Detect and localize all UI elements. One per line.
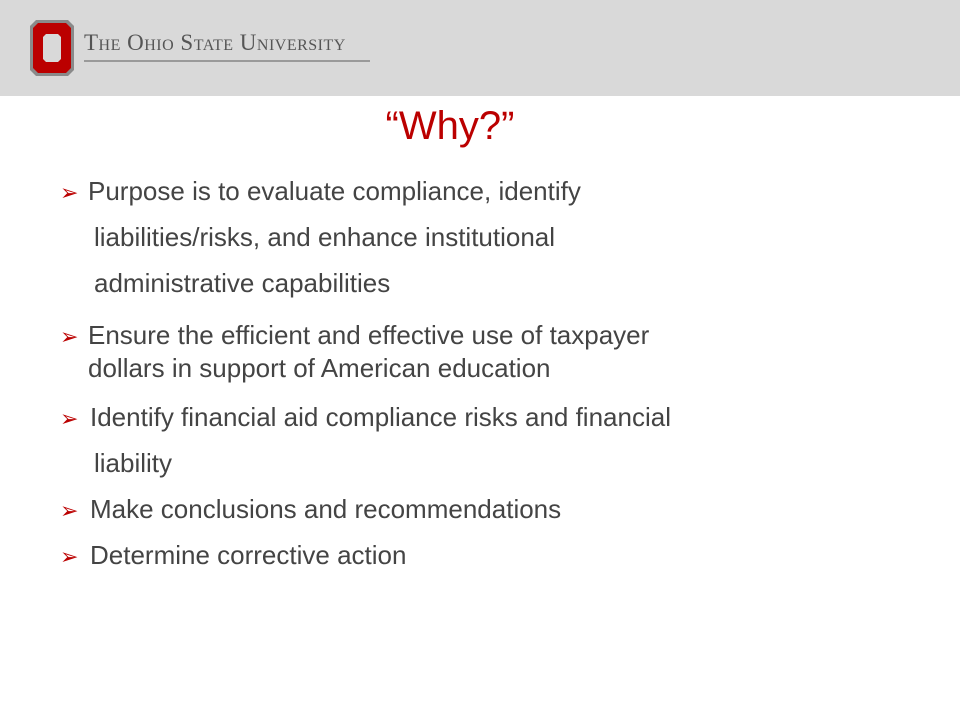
wordmark-underline bbox=[84, 60, 370, 62]
arrow-bullet-icon: ➢ bbox=[60, 324, 79, 349]
bullet-2-line-1: Ensure the efficient and effective use of taxpayer bbox=[88, 320, 650, 350]
bullet-3-line-1: Identify financial aid compliance risks and financial bbox=[90, 402, 671, 432]
arrow-bullet-icon: ➢ bbox=[60, 180, 79, 205]
bullet-1-line-1: Purpose is to evaluate compliance, identify bbox=[88, 176, 581, 206]
bullet-2-line-2: dollars in support of American education bbox=[88, 353, 551, 383]
slide-title: “Why?” bbox=[385, 104, 515, 148]
header-bar bbox=[0, 0, 960, 96]
arrow-bullet-icon: ➢ bbox=[60, 406, 79, 431]
bullet-1-line-2: liabilities/risks, and enhance institutional bbox=[94, 222, 556, 252]
bullet-4-line-1: Make conclusions and recommendations bbox=[90, 494, 562, 524]
bullet-5-line-1: Determine corrective action bbox=[90, 540, 407, 570]
block-o-logo-icon bbox=[30, 20, 74, 76]
arrow-bullet-icon: ➢ bbox=[60, 544, 79, 569]
bullet-3-line-2: liability bbox=[94, 448, 173, 478]
university-wordmark: The Ohio State University bbox=[84, 30, 346, 55]
arrow-bullet-icon: ➢ bbox=[60, 498, 79, 523]
bullet-1-line-3: administrative capabilities bbox=[94, 268, 391, 298]
